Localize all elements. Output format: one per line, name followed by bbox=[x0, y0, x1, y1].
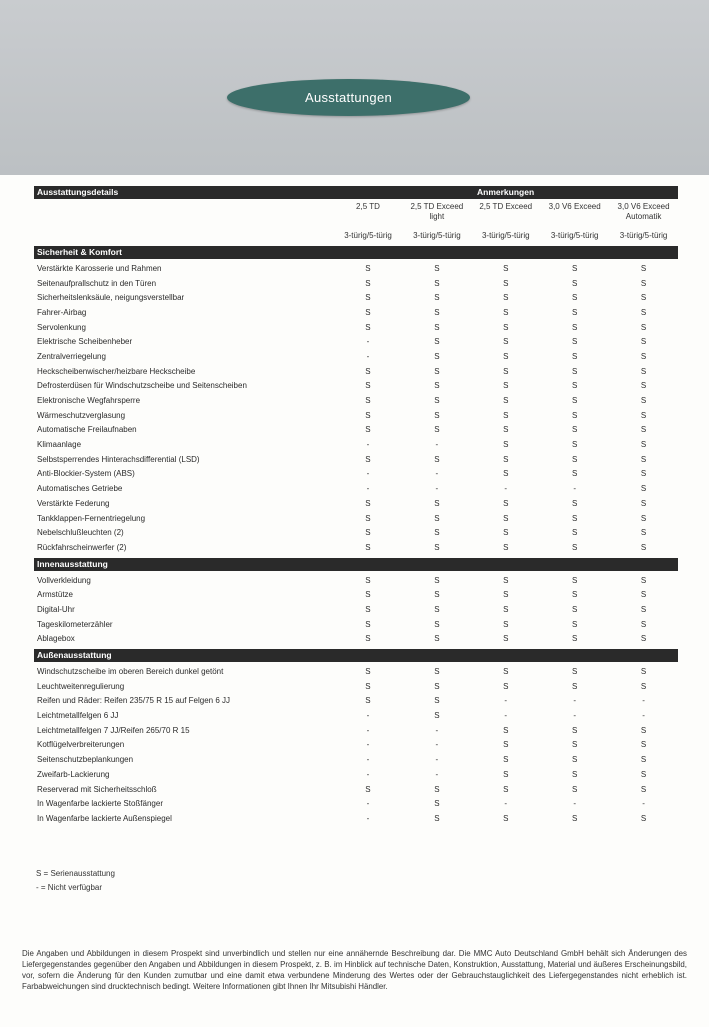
row-value: S bbox=[503, 725, 509, 735]
row-value: S bbox=[503, 337, 509, 347]
table-row bbox=[34, 334, 678, 349]
row-value: S bbox=[571, 337, 578, 347]
remarks-header: Anmerkungen bbox=[477, 187, 535, 197]
row-label: Elektrische Scheibenheber bbox=[37, 337, 133, 347]
row-value: - bbox=[366, 469, 370, 479]
table-row bbox=[34, 796, 678, 811]
row-value: S bbox=[503, 278, 509, 288]
row-value: S bbox=[503, 784, 509, 794]
row-value: S bbox=[434, 634, 440, 644]
row-value: S bbox=[434, 784, 440, 794]
row-value: S bbox=[571, 740, 578, 750]
row-value: S bbox=[503, 307, 509, 317]
row-value: S bbox=[571, 813, 578, 823]
row-value: S bbox=[571, 454, 578, 464]
table-row bbox=[34, 664, 678, 679]
row-label: Servolenkung bbox=[37, 322, 86, 332]
row-value: - bbox=[366, 769, 370, 779]
table-row bbox=[34, 437, 678, 452]
table-row bbox=[34, 452, 678, 467]
row-value: - bbox=[642, 799, 645, 809]
row-value: S bbox=[571, 322, 578, 332]
row-value: - bbox=[435, 484, 439, 494]
row-value: S bbox=[434, 711, 440, 721]
row-value: S bbox=[503, 604, 509, 614]
row-value: S bbox=[503, 769, 509, 779]
row-value: S bbox=[571, 769, 578, 779]
legend-item: - = Nicht verfügbar bbox=[36, 883, 103, 892]
row-label: Heckscheibenwischer/heizbare Heckscheibe bbox=[37, 366, 196, 376]
row-value: S bbox=[434, 799, 440, 809]
row-value: S bbox=[503, 498, 509, 508]
table-row bbox=[34, 290, 678, 305]
row-value: S bbox=[365, 366, 371, 376]
row-label: Klimaanlage bbox=[37, 440, 82, 450]
row-value: S bbox=[365, 634, 371, 644]
row-value: - bbox=[435, 725, 439, 735]
row-value: S bbox=[365, 681, 371, 691]
row-value: - bbox=[366, 351, 370, 361]
row-label: Tageskilometerzähler bbox=[37, 619, 113, 629]
column-doors: 3-türig/5-türig bbox=[481, 231, 530, 240]
column-headers bbox=[34, 199, 678, 246]
table-section bbox=[34, 246, 678, 555]
row-label: Reifen und Räder: Reifen 235/75 R 15 auf Felgen 6 JJ bbox=[37, 696, 231, 706]
row-value: S bbox=[365, 396, 371, 406]
row-value: S bbox=[434, 307, 440, 317]
row-value: S bbox=[571, 542, 578, 552]
table-row bbox=[34, 602, 678, 617]
row-value: S bbox=[571, 528, 578, 538]
row-value: S bbox=[640, 528, 647, 538]
row-value: S bbox=[434, 528, 440, 538]
row-value: S bbox=[365, 263, 371, 273]
row-value: S bbox=[503, 293, 509, 303]
row-value: S bbox=[571, 410, 578, 420]
row-value: S bbox=[640, 440, 647, 450]
table-row bbox=[34, 393, 678, 408]
row-value: S bbox=[365, 542, 371, 552]
row-value: S bbox=[640, 769, 647, 779]
row-value: - bbox=[504, 696, 508, 706]
row-label: Reserverad mit Sicherheitsschloß bbox=[37, 784, 157, 794]
row-value: S bbox=[503, 263, 509, 273]
row-value: S bbox=[434, 293, 440, 303]
row-value: S bbox=[640, 590, 647, 600]
row-value: S bbox=[434, 667, 440, 677]
row-value: S bbox=[434, 410, 440, 420]
row-value: S bbox=[640, 410, 647, 420]
column-doors: 3-türig/5-türig bbox=[619, 231, 668, 240]
row-value: S bbox=[640, 740, 647, 750]
row-value: S bbox=[365, 410, 371, 420]
row-value: S bbox=[640, 322, 647, 332]
row-value: S bbox=[434, 322, 440, 332]
row-label: Windschutzscheibe im oberen Bereich dunkel getönt bbox=[37, 667, 224, 677]
table-row bbox=[34, 320, 678, 335]
details-header: Ausstattungsdetails bbox=[37, 187, 119, 197]
row-value: - bbox=[435, 740, 439, 750]
table-row bbox=[34, 723, 678, 738]
row-value: S bbox=[434, 263, 440, 273]
row-value: S bbox=[503, 681, 509, 691]
table-row bbox=[34, 261, 678, 276]
row-value: - bbox=[366, 740, 370, 750]
table-section bbox=[34, 646, 678, 826]
row-value: S bbox=[640, 454, 647, 464]
row-value: S bbox=[503, 381, 509, 391]
table-section bbox=[34, 555, 678, 646]
row-value: - bbox=[366, 711, 370, 721]
row-value: S bbox=[640, 725, 647, 735]
table-row bbox=[34, 767, 678, 782]
row-value: S bbox=[434, 396, 440, 406]
column-header bbox=[609, 199, 678, 246]
row-value: S bbox=[571, 667, 578, 677]
row-value: S bbox=[640, 542, 647, 552]
row-value: S bbox=[640, 755, 647, 765]
table-row bbox=[34, 540, 678, 555]
row-label: Selbstsperrendes Hinterachsdifferential (LSD) bbox=[37, 454, 200, 464]
row-value: S bbox=[434, 425, 440, 435]
row-value: S bbox=[503, 425, 509, 435]
row-value: - bbox=[435, 440, 439, 450]
row-value: - bbox=[573, 696, 576, 706]
row-value: S bbox=[571, 381, 578, 391]
row-label: Nebelschlußleuchten (2) bbox=[37, 528, 124, 538]
row-value: S bbox=[640, 513, 647, 523]
row-value: - bbox=[642, 696, 645, 706]
row-label: In Wagenfarbe lackierte Stoßfänger bbox=[37, 799, 163, 809]
row-value: S bbox=[640, 575, 647, 585]
section-title: Außenausstattung bbox=[34, 649, 678, 662]
column-header bbox=[334, 199, 403, 246]
row-value: S bbox=[365, 528, 371, 538]
row-value: S bbox=[503, 440, 509, 450]
row-value: S bbox=[434, 513, 440, 523]
row-value: - bbox=[435, 755, 439, 765]
column-header bbox=[540, 199, 609, 246]
row-value: S bbox=[434, 696, 440, 706]
table-row bbox=[34, 679, 678, 694]
table-row bbox=[34, 632, 678, 647]
row-value: S bbox=[365, 513, 371, 523]
row-value: S bbox=[640, 498, 647, 508]
row-value: S bbox=[640, 813, 647, 823]
column-doors: 3-türig/5-türig bbox=[413, 231, 461, 240]
column-doors: 3-türig/5-türig bbox=[344, 231, 392, 240]
row-value: S bbox=[503, 366, 509, 376]
row-value: S bbox=[503, 322, 509, 332]
row-label: Anti-Blockier-System (ABS) bbox=[37, 469, 135, 479]
row-value: S bbox=[640, 784, 647, 794]
row-value: S bbox=[640, 425, 647, 435]
row-value: S bbox=[503, 755, 509, 765]
row-value: S bbox=[571, 498, 578, 508]
row-value: S bbox=[640, 484, 647, 494]
table-row bbox=[34, 511, 678, 526]
row-value: S bbox=[571, 604, 578, 614]
table-row bbox=[34, 752, 678, 767]
row-label: Digital-Uhr bbox=[37, 604, 75, 614]
row-label: Elektronische Wegfahrsperre bbox=[37, 396, 141, 406]
row-value: - bbox=[642, 711, 645, 721]
row-value: - bbox=[366, 484, 370, 494]
row-value: S bbox=[503, 513, 509, 523]
table-row bbox=[34, 617, 678, 632]
row-value: S bbox=[571, 440, 578, 450]
row-label: Seitenschutzbeplankungen bbox=[37, 755, 134, 765]
table-row bbox=[34, 738, 678, 753]
row-label: Verstärkte Karosserie und Rahmen bbox=[37, 263, 162, 273]
row-value: S bbox=[365, 381, 371, 391]
row-value: S bbox=[503, 351, 509, 361]
row-value: S bbox=[571, 513, 578, 523]
section-title: Sicherheit & Komfort bbox=[34, 246, 678, 259]
row-value: S bbox=[434, 381, 440, 391]
row-value: S bbox=[434, 278, 440, 288]
table-header-bar bbox=[34, 186, 678, 199]
row-value: S bbox=[571, 755, 578, 765]
row-label: Zweifarb-Lackierung bbox=[37, 769, 110, 779]
section-title: Innenausstattung bbox=[34, 558, 678, 571]
row-value: S bbox=[640, 293, 647, 303]
row-value: S bbox=[640, 619, 647, 629]
row-value: - bbox=[504, 711, 508, 721]
column-header bbox=[402, 199, 471, 246]
table-row bbox=[34, 423, 678, 438]
row-label: Defrosterdüsen für Windschutzscheibe und Seitenscheiben bbox=[37, 381, 247, 391]
row-value: S bbox=[571, 725, 578, 735]
row-value: S bbox=[571, 278, 578, 288]
row-value: S bbox=[434, 604, 440, 614]
row-value: S bbox=[571, 307, 578, 317]
row-label: Tankklappen-Fernentriegelung bbox=[37, 513, 146, 523]
table-row bbox=[34, 379, 678, 394]
row-label: Sicherheitslenksäule, neigungsverstellbar bbox=[37, 293, 185, 303]
header-banner bbox=[0, 0, 709, 175]
row-value: S bbox=[503, 590, 509, 600]
row-label: Fahrer-Airbag bbox=[37, 307, 87, 317]
row-value: S bbox=[571, 469, 578, 479]
table-row bbox=[34, 408, 678, 423]
row-value: S bbox=[503, 454, 509, 464]
row-label: Ablagebox bbox=[37, 634, 75, 644]
row-value: S bbox=[434, 590, 440, 600]
row-value: S bbox=[640, 634, 647, 644]
row-value: S bbox=[571, 575, 578, 585]
row-value: S bbox=[434, 681, 440, 691]
row-value: S bbox=[503, 542, 509, 552]
table-row bbox=[34, 694, 678, 709]
table-row bbox=[34, 305, 678, 320]
table-row bbox=[34, 573, 678, 588]
row-value: S bbox=[640, 667, 647, 677]
row-value: S bbox=[503, 469, 509, 479]
row-value: S bbox=[434, 575, 440, 585]
table-row bbox=[34, 587, 678, 602]
row-label: In Wagenfarbe lackierte Außenspiegel bbox=[37, 813, 172, 823]
row-value: - bbox=[366, 440, 370, 450]
row-value: - bbox=[504, 484, 508, 494]
row-value: S bbox=[640, 351, 647, 361]
row-label: Leichtmetallfelgen 6 JJ bbox=[37, 711, 119, 721]
row-value: - bbox=[573, 711, 576, 721]
row-label: Verstärkte Federung bbox=[37, 498, 110, 508]
table-row bbox=[34, 364, 678, 379]
row-value: S bbox=[503, 396, 509, 406]
row-value: S bbox=[365, 322, 371, 332]
row-value: S bbox=[640, 307, 647, 317]
row-value: S bbox=[640, 337, 647, 347]
row-value: S bbox=[434, 542, 440, 552]
table-row bbox=[34, 811, 678, 826]
row-value: S bbox=[571, 263, 578, 273]
table-row bbox=[34, 467, 678, 482]
row-value: S bbox=[640, 263, 647, 273]
row-value: S bbox=[640, 278, 647, 288]
table-row bbox=[34, 525, 678, 540]
row-value: S bbox=[365, 619, 371, 629]
row-value: S bbox=[571, 681, 578, 691]
legend bbox=[36, 867, 115, 895]
column-name: 2,5 TD Exceed light bbox=[410, 202, 464, 221]
row-value: S bbox=[434, 337, 440, 347]
row-value: S bbox=[571, 619, 578, 629]
row-value: - bbox=[366, 755, 370, 765]
row-value: S bbox=[365, 425, 371, 435]
row-value: S bbox=[503, 528, 509, 538]
row-value: S bbox=[365, 307, 371, 317]
row-value: S bbox=[365, 590, 371, 600]
row-value: - bbox=[573, 799, 576, 809]
row-value: S bbox=[365, 784, 371, 794]
row-value: - bbox=[366, 799, 370, 809]
table-row bbox=[34, 708, 678, 723]
column-name: 3,0 V6 Exceed Automatik bbox=[617, 202, 670, 221]
row-value: S bbox=[640, 381, 647, 391]
row-value: - bbox=[366, 725, 370, 735]
row-value: S bbox=[571, 366, 578, 376]
column-doors: 3-türig/5-türig bbox=[550, 231, 599, 240]
row-value: S bbox=[571, 784, 578, 794]
row-value: S bbox=[571, 351, 578, 361]
row-value: S bbox=[434, 498, 440, 508]
row-value: S bbox=[365, 575, 371, 585]
row-value: S bbox=[571, 634, 578, 644]
row-value: S bbox=[503, 619, 509, 629]
row-value: S bbox=[434, 619, 440, 629]
row-label: Kotflügelverbreiterungen bbox=[37, 740, 125, 750]
row-value: S bbox=[640, 366, 647, 376]
row-value: S bbox=[571, 396, 578, 406]
row-value: - bbox=[366, 337, 370, 347]
row-label: Leuchtweitenregulierung bbox=[37, 681, 125, 691]
column-name: 2,5 TD bbox=[356, 202, 380, 211]
row-label: Leichtmetallfelgen 7 JJ/Reifen 265/70 R 15 bbox=[37, 725, 190, 735]
row-value: S bbox=[640, 469, 647, 479]
row-label: Vollverkleidung bbox=[37, 575, 91, 585]
row-value: S bbox=[571, 425, 578, 435]
row-label: Armstütze bbox=[37, 590, 74, 600]
equipment-table bbox=[34, 186, 678, 826]
row-value: - bbox=[504, 799, 508, 809]
row-value: - bbox=[435, 769, 439, 779]
row-value: S bbox=[571, 293, 578, 303]
row-value: - bbox=[435, 469, 439, 479]
row-value: S bbox=[365, 278, 371, 288]
table-row bbox=[34, 481, 678, 496]
row-label: Automatische Freilaufnaben bbox=[37, 425, 137, 435]
column-name: 3,0 V6 Exceed bbox=[548, 202, 601, 211]
legend-item: S = Serienausstattung bbox=[36, 869, 115, 878]
disclaimer-text: Die Angaben und Abbildungen in diesem Prospekt sind unverbindlich und stellen nur eine annähernde Beschreibung dar. Die MMC Auto Deutschland GmbH behält sich Änderungen des Liefergegenstandes gegenüber den Angaben und Abbildungen in diesem Prospekt, z. B. im Hinblick auf technische Daten, Konstruktion, Ausstattung, Material und äußeres Erscheinungsbild, vor, sofern die Änderung für den Kunden zumutbar und eine damit etwa verbundene Minderung des Wertes oder der Gebrauchstauglichkeit des Liefergegenstandes nicht erheblich ist. Farbabweichungen sind drucktechnisch bedingt. Weitere Informationen gibt Ihnen Ihr Mitsubishi Händler. bbox=[22, 949, 687, 991]
row-value: - bbox=[573, 484, 576, 494]
row-value: S bbox=[365, 604, 371, 614]
table-row bbox=[34, 496, 678, 511]
column-name: 2,5 TD Exceed bbox=[479, 202, 533, 211]
row-label: Zentralverriegelung bbox=[37, 351, 106, 361]
table-row bbox=[34, 276, 678, 291]
row-value: S bbox=[640, 604, 647, 614]
row-value: S bbox=[434, 351, 440, 361]
row-label: Automatisches Getriebe bbox=[37, 484, 123, 494]
row-value: S bbox=[503, 740, 509, 750]
row-value: S bbox=[571, 590, 578, 600]
row-value: S bbox=[503, 575, 509, 585]
row-value: S bbox=[503, 634, 509, 644]
row-label: Wärmeschutzverglasung bbox=[37, 410, 126, 420]
row-value: S bbox=[503, 813, 509, 823]
row-value: - bbox=[366, 813, 370, 823]
row-value: S bbox=[365, 667, 371, 677]
row-value: S bbox=[640, 396, 647, 406]
page-title: Ausstattungen bbox=[227, 79, 470, 116]
row-value: S bbox=[503, 667, 509, 677]
row-value: S bbox=[365, 293, 371, 303]
row-value: S bbox=[434, 454, 440, 464]
row-label: Rückfahrscheinwerfer (2) bbox=[37, 542, 127, 552]
column-header bbox=[471, 199, 540, 246]
row-value: S bbox=[434, 366, 440, 376]
row-label: Seitenaufprallschutz in den Türen bbox=[37, 278, 157, 288]
row-value: S bbox=[640, 681, 647, 691]
row-value: S bbox=[503, 410, 509, 420]
row-value: S bbox=[365, 454, 371, 464]
row-value: S bbox=[365, 498, 371, 508]
table-row bbox=[34, 782, 678, 797]
row-value: S bbox=[434, 813, 440, 823]
table-row bbox=[34, 349, 678, 364]
row-value: S bbox=[365, 696, 371, 706]
